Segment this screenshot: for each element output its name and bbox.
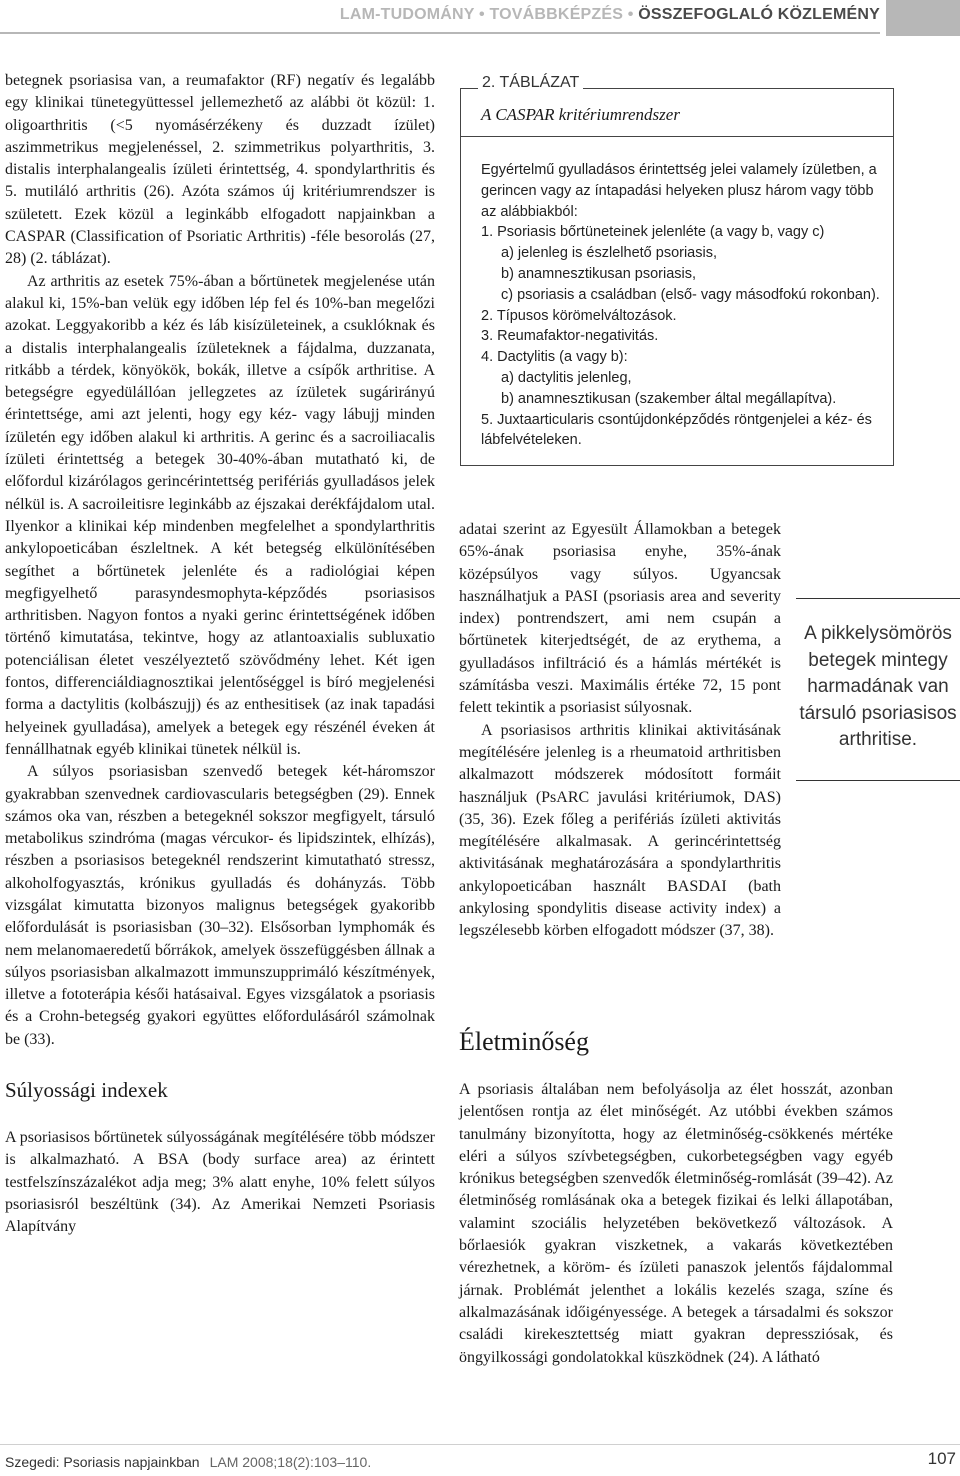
- table-item: 3. Reumafaktor-negativitás.: [481, 328, 659, 345]
- paragraph: adatai szerint az Egyesült Államokban a betegek 65%-ának psoriasisa enyhe, 35%-ának középsúlyos vagy súlyos. Ugyancsak használhatjuk a PASI (psoriasis area and severity index) pontrendszert, ami nem csupán a bőrtünetek kiterjedtségét, de az erythema, a gyulladásos infiltráció és a hámlás mértékét is számításba veszi. Maximális értéke 72, 15 pont felett tekintik a psoriasist súlyosnak.: [459, 521, 781, 717]
- running-title: [340, 6, 880, 24]
- section-heading-quality-of-life: Életminőség: [459, 1027, 589, 1056]
- paragraph: A súlyos psoriasisban szenvedő betegek két-háromszor gyakrabban szenvednek cardiovascularis betegségben (29). Ennek számos oka van, részben a betegeknél sokszor megfigyelt, társuló metabolikus szindróma (magas vércukor- és lipidszintek, elhízás), részben a psoriasisos betegeknél rendszerint kimutatható stressz, alkoholfogyasztás, krónikus gyulladás és dohányzás. Több vizsgálat kimutatta bizonyos malignus betegségek gyakoribb előfordulását is psoriasisban (30–32). Elsősorban lymphomák és nem melanomaeredetű bőrrákok, amelyek összefüggésben állnak a súlyos psoriasisban alkalmazott immunszupprimáló készítmények, illetve a fototerápia késői hatásaival. Egyes vizsgálatok a psoriasis és a Crohn-betegség gyakori együttes előfordulásáról számolnak be (33).: [5, 763, 435, 1048]
- table-subitem: a) jelenleg is észlelhető psoriasis,: [501, 245, 717, 262]
- footer-rule: [0, 1444, 960, 1445]
- table-divider: [460, 136, 894, 137]
- table-subitem: c) psoriasis a családban (első- vagy másodfokú rokonban).: [501, 286, 880, 303]
- paragraph: A psoriasis általában nem befolyásolja az élet hosszát, azonban jelentősen rontja az élet minőségét. Az utóbbi években számos tanulmány bizonyította, hogy az életminőség-csökkenés mértéke eléri a súlyos szívbetegségben, cukorbetegségben vagy egyéb krónikus betegségben szenvedők életminőség-romlását (39–42). Az életminőség romlásának oka a betegek fizikai és lelki állapotában, valamint szociális helyzetében bekövetkező változások. A bőrlaesiók gyakran viszketnek, a vakarás következtében vérezhetnek, a köröm- és ízületi panaszok jelentős fájdalommal járnak. Problémát jelenthet a lokális kezelés szaga, színe és alkalmazásának időigényessége. A betegek a társadalmi és sokszor családi kirekesztettség miatt gyakran depressziósak, és öngyilkossági gondolatokkal küszködnek (24). A látható: [459, 1081, 893, 1366]
- header-rule: [0, 32, 880, 34]
- page-number: 107: [927, 1449, 956, 1468]
- right-column-lower: [459, 1079, 893, 1369]
- header-bar: [886, 0, 960, 36]
- table-body: [481, 160, 881, 451]
- footer-author: Szegedi: Psoriasis napjainkban: [5, 1454, 200, 1470]
- running-title-type: ÖSSZEFOGLALÓ KÖZLEMÉNY: [638, 6, 880, 23]
- table-item: 2. Típusos körömelváltozások.: [481, 307, 677, 324]
- table-item: 5. Juxtaarticularis csontújdonképződés röntgenjelei a kéz- és lábfelvételeken.: [481, 411, 872, 449]
- footer-citation: [5, 1454, 371, 1470]
- pull-quote-text: A pikkelysömörös betegek mintegy harmadának van társuló psoriasisos arthritise.: [799, 623, 957, 750]
- paragraph: Az arthritis az esetek 75%-ában a bőrtünetek megjelenése után alakul ki, 15%-ban velük egy időben lép fel és 10%-ban megelőzi azokat. Leggyakoribb a kéz és láb kisízületeinek, a csuklóknak és a distalis interphalangealis ízületeknek a fájdalma, duzzanata, ritkább a térdek, könyökök, bokák, illetve a csípők arthritise. A betegségre egyedülállóan jellegzetes az ízületek sugárirányú érintettsége, ami azt jelenti, hogy egy kéz- vagy lábujj minden ízületén egy időben alakul ki arthritis. A gerinc és a sacroiliacalis ízületi érintettség a betegek 30-40%-ában mutatható ki, de előfordul kizárólagos gerincérintettség perifériás gyulladásos jelek nélkül is. A sacroileitisre leginkább az éjszakai derékfájdalom utal. Ilyenkor a klinikai kép mindenben megfelelhet a spondylarthritis ankylopoeticában észleltnek. A két betegség elkülönítésében segíthet a bőrtünetek jelenléte és a radiológiai képen megfigyelhető parasyndesmophyta-képződés psoriasisos arthritisben. Nagyon fontos a nyaki gerinc érintettségének időben történő kimutatása, tekintve, hogy az atlantoaxialis subluxatio potenciálisan életet veszélyeztető szövődmény lehet. Két igen fontos, differenciáldiagnosztikai jelentőséggel is bíró megjelenési forma a dactylitis (kolbászujj) és az enthesitisek (az inak tapadási helyeinek gyulladása), amelyek a betegek egy részénél éveken át fennállhatnak egyéb klinikai tünetek nélkül is.: [5, 272, 435, 758]
- table-subitem: b) anamnesztikusan psoriasis,: [501, 265, 697, 282]
- table-subitem: b) anamnesztikusan (szakember által megállapítva).: [501, 390, 837, 407]
- footer-journal: LAM 2008;18(2):103–110.: [209, 1454, 372, 1470]
- table-subitem: a) dactylitis jelenleg,: [501, 369, 632, 386]
- left-column: [5, 70, 435, 1239]
- right-column-upper: [459, 519, 781, 943]
- table-intro: Egyértelmű gyulladásos érintettség jelei valamely ízületben, a gerincen vagy az íntapadási helyeken plusz három vagy több az alábbiakból:: [481, 162, 877, 220]
- paragraph: A psoriasisos arthritis klinikai aktivitásának megítélésére jelenleg is a rheumatoid arthritisben alkalmazott módszerek módosított formáit használjuk (PsARC javulási kritériumok, DAS) (35, 36). Ezek főleg a perifériás ízületi aktivitás megítélésére alkalmasak. A gerincérintettség aktivitásának meghatározására a spondylarthritis ankylopoeticában használt BASDAI (bath ankylosing spondylitis disease activity index) a legszélesebb körben elfogadott módszer (37, 38).: [459, 721, 781, 940]
- table-item: 1. Psoriasis bőrtüneteinek jelenléte (a vagy b, vagy c): [481, 224, 825, 241]
- page-header: [0, 0, 960, 40]
- paragraph: A psoriasisos bőrtünetek súlyosságának megítélésére több módszer is alkalmazható. A BSA (body surface area) az érintett testfelszínszázalékot adja meg; 3% alatt enyhe, 10% felett súlyos psoriasisról beszéltünk (34). Az Amerikai Nemzeti Psoriasis Alapítvány: [5, 1129, 435, 1236]
- table-label: 2. TÁBLÁZAT: [478, 74, 583, 92]
- pull-quote: [796, 598, 960, 781]
- running-title-section: LAM-TUDOMÁNY • TOVÁBBKÉPZÉS •: [339, 6, 639, 23]
- paragraph: betegnek psoriasisa van, a reumafaktor (RF) negatív és legalább egy klinikai tünetegyüttessel jellemezhető az alábbi öt közül: 1. oligoarthritis (<5 nyomásérzékeny és duzzadt ízület) aszimmetrikus megjelenéssel, 2. szimmetrikus polyarthritis, 3. distalis interphalangealis ízületi érintettség, 4. spondylarthritis és 5. mutiláló arthritis (26). Azóta számos új kritériumrendszer is született. Ezek közül a leginkább elfogadott napjainkban a CASPAR (Classification of Psoriatic Arthritis) -féle besorolás (27, 28) (2. táblázat).: [5, 72, 435, 268]
- table-item: 4. Dactylitis (a vagy b):: [481, 349, 628, 366]
- table-caption: A CASPAR kritériumrendszer: [481, 105, 680, 124]
- section-heading-severity: Súlyossági indexek: [5, 1078, 168, 1103]
